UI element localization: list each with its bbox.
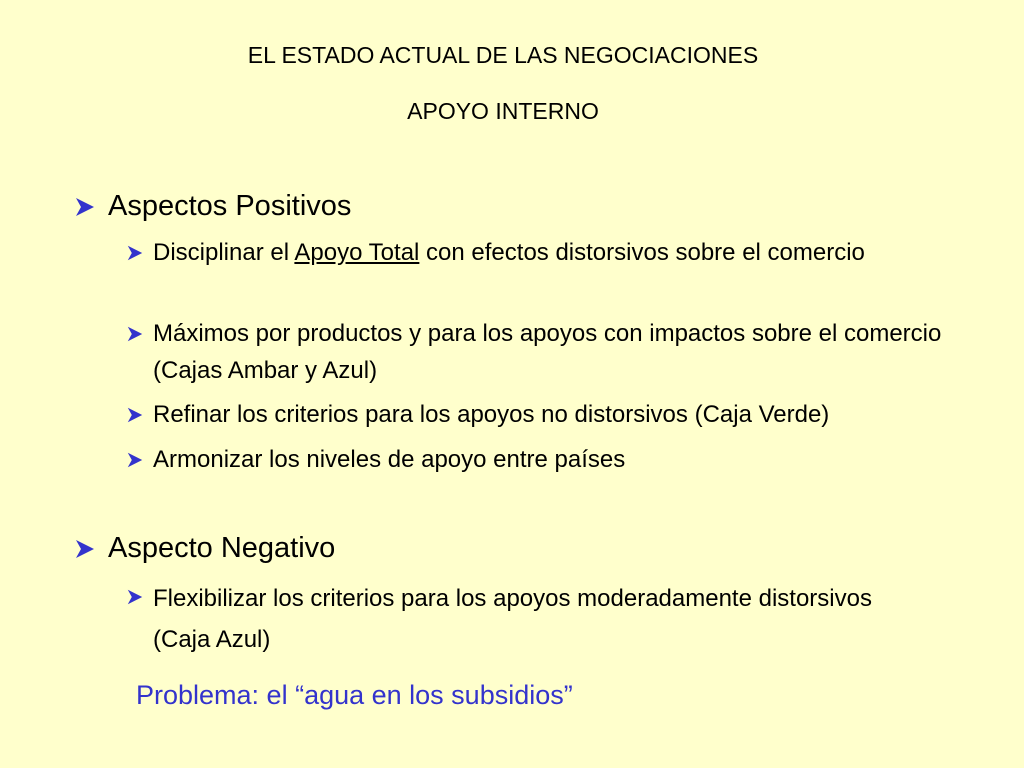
slide-subtitle: APOYO INTERNO	[407, 98, 599, 124]
arrowhead-bullet-icon	[75, 539, 95, 559]
arrowhead-bullet-icon	[75, 197, 95, 217]
section-heading-positive: Aspectos Positivos	[108, 190, 352, 222]
list-item	[153, 234, 913, 271]
list-item-text-suffix: con efectos distorsivos sobre el comercio	[419, 239, 865, 266]
arrowhead-bullet-icon	[127, 326, 143, 342]
arrowhead-bullet-icon	[127, 245, 143, 261]
list-item: Armonizar los niveles de apoyo entre países	[153, 446, 626, 473]
underlined-term: Apoyo Total	[294, 239, 420, 266]
list-item: Refinar los criterios para los apoyos no distorsivos (Caja Verde)	[153, 401, 830, 428]
problem-statement: Problema: el “agua en los subsidios”	[136, 680, 573, 710]
slide-title: EL ESTADO ACTUAL DE LAS NEGOCIACIONES	[247, 42, 759, 68]
arrowhead-bullet-icon	[127, 407, 143, 423]
section-heading-negative: Aspecto Negativo	[108, 532, 336, 564]
list-item: Máximos por productos y para los apoyos con impactos sobre el comercio (Cajas Ambar y Azul)	[153, 320, 942, 384]
arrowhead-bullet-icon	[127, 589, 143, 605]
arrowhead-bullet-icon	[127, 452, 143, 468]
list-item: Flexibilizar los criterios para los apoyos moderadamente distorsivos (Caja Azul)	[153, 585, 872, 653]
list-item-text-prefix: Disciplinar el	[153, 239, 295, 266]
